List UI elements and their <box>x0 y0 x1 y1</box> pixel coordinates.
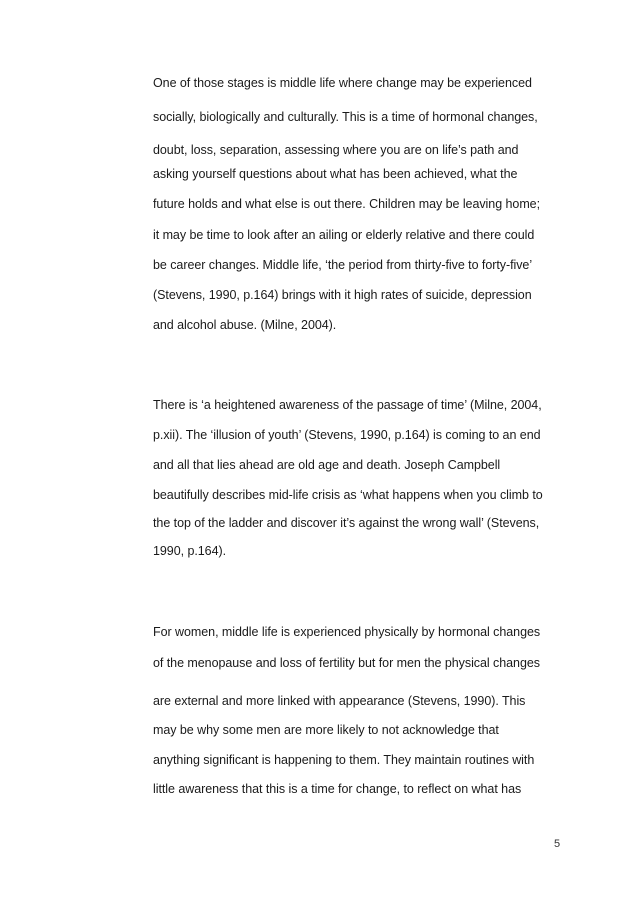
text-line: (Stevens, 1990, p.164) brings with it high rates of suicide, depression <box>153 288 532 302</box>
text-line: and all that lies ahead are old age and death. Joseph Campbell <box>153 458 501 472</box>
text-line: 1990, p.164). <box>153 544 227 558</box>
text-line: of the menopause and loss of fertility but for men the physical changes <box>153 656 540 670</box>
text-line: socially, biologically and culturally. This is a time of hormonal changes, <box>153 110 538 124</box>
text-line: it may be time to look after an ailing or elderly relative and there could <box>153 228 535 242</box>
text-line: There is ‘a heightened awareness of the passage of time’ (Milne, 2004, <box>153 398 542 412</box>
text-line: For women, middle life is experienced physically by hormonal changes <box>153 625 541 639</box>
text-line: little awareness that this is a time for change, to reflect on what has <box>153 782 522 796</box>
text-line: p.xii). The ‘illusion of youth’ (Stevens, 1990, p.164) is coming to an end <box>153 428 541 442</box>
text-line: asking yourself questions about what has been achieved, what the <box>153 167 518 181</box>
text-line: beautifully describes mid-life crisis as ‘what happens when you climb to <box>153 488 543 502</box>
text-line: be career changes. Middle life, ‘the period from thirty-five to forty-five’ <box>153 258 533 272</box>
text-line: and alcohol abuse. (Milne, 2004). <box>153 318 337 332</box>
text-line: anything significant is happening to them. They maintain routines with <box>153 753 535 767</box>
text-line: One of those stages is middle life where change may be experienced <box>153 76 532 90</box>
text-line: the top of the ladder and discover it’s against the wrong wall’ (Stevens, <box>153 516 540 530</box>
text-line: are external and more linked with appearance (Stevens, 1990). This <box>153 694 526 708</box>
text-line: future holds and what else is out there. Children may be leaving home; <box>153 197 541 211</box>
page-number: 5 <box>554 838 561 850</box>
text-line: may be why some men are more likely to not acknowledge that <box>153 723 499 737</box>
text-line: doubt, loss, separation, assessing where you are on life’s path and <box>153 143 519 157</box>
